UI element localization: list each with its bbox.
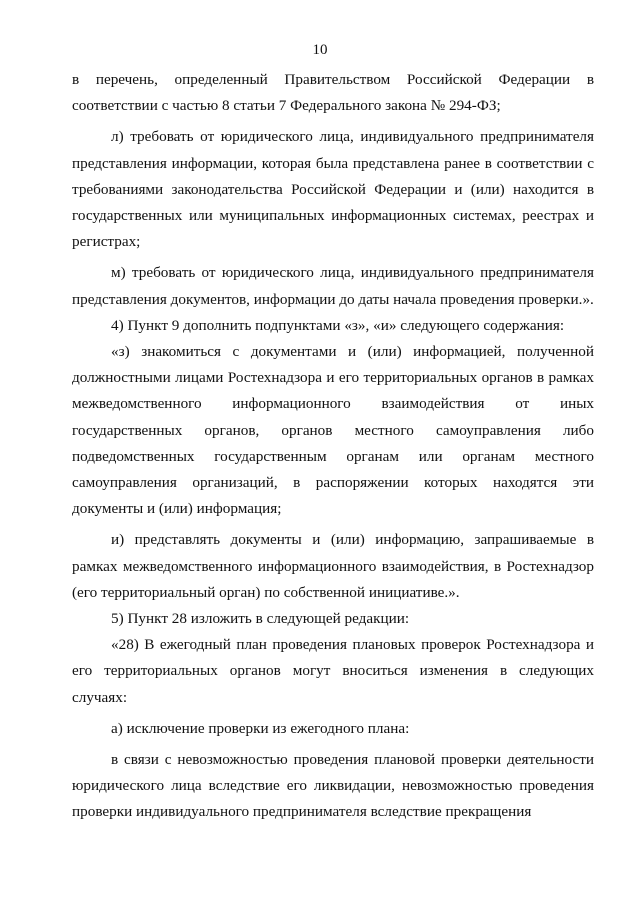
paragraph-item-4: 4) Пункт 9 дополнить подпунктами «з», «и» следующего содержания: xyxy=(111,316,565,334)
document-body xyxy=(72,67,594,826)
paragraph-subitem-l: л) требовать от юридического лица, индивидуального предпринимателя представления информации, которая была представлена ранее в соответствии с требованиями законодательства Российской Федерации и (или) находится в государственных или муниципальных информационных системах, реестрах и регистрах; xyxy=(72,128,594,251)
paragraph-subitem-i: и) представлять документы и (или) информацию, запрашиваемые в рамках межведомственного информационного взаимодействия, в Ростехнадзор (его территориальный орган) по собственной инициативе.». xyxy=(72,531,594,601)
paragraph-item-5: 5) Пункт 28 изложить в следующей редакции: xyxy=(111,610,410,628)
paragraph-subitem-a: а) исключение проверки из ежегодного плана: xyxy=(111,719,410,737)
paragraph-item-28: «28) В ежегодный план проведения плановых проверок Ростехнадзора и его территориальных органов могут вноситься изменения в следующих случаях: xyxy=(72,636,594,706)
paragraph-subitem-m: м) требовать от юридического лица, индивидуального предпринимателя представления документов, информации до даты начала проведения проверки.». xyxy=(72,264,594,308)
paragraph-continuation: в перечень, определенный Правительством Российской Федерации в соответствии с частью 8 статьи 7 Федерального закона № 294-ФЗ; xyxy=(72,71,594,115)
paragraph-liquidation: в связи с невозможностью проведения плановой проверки деятельности юридического лица вследствие его ликвидации, невозможностью проведения проверки индивидуального предпринимателя вследствие прекращения xyxy=(72,751,594,821)
page-number: 10 xyxy=(312,42,328,58)
paragraph-subitem-z: «з) знакомиться с документами и (или) информацией, полученной должностными лицами Ростехнадзора и его территориальных органов в рамках межведомственного информационного взаимодействия от иных государственных органов, органов местного самоуправления либо подведомственных государственным органам или органам местного самоуправления организаций, в распоряжении которых находятся эти документы и (или) информация; xyxy=(72,343,594,518)
